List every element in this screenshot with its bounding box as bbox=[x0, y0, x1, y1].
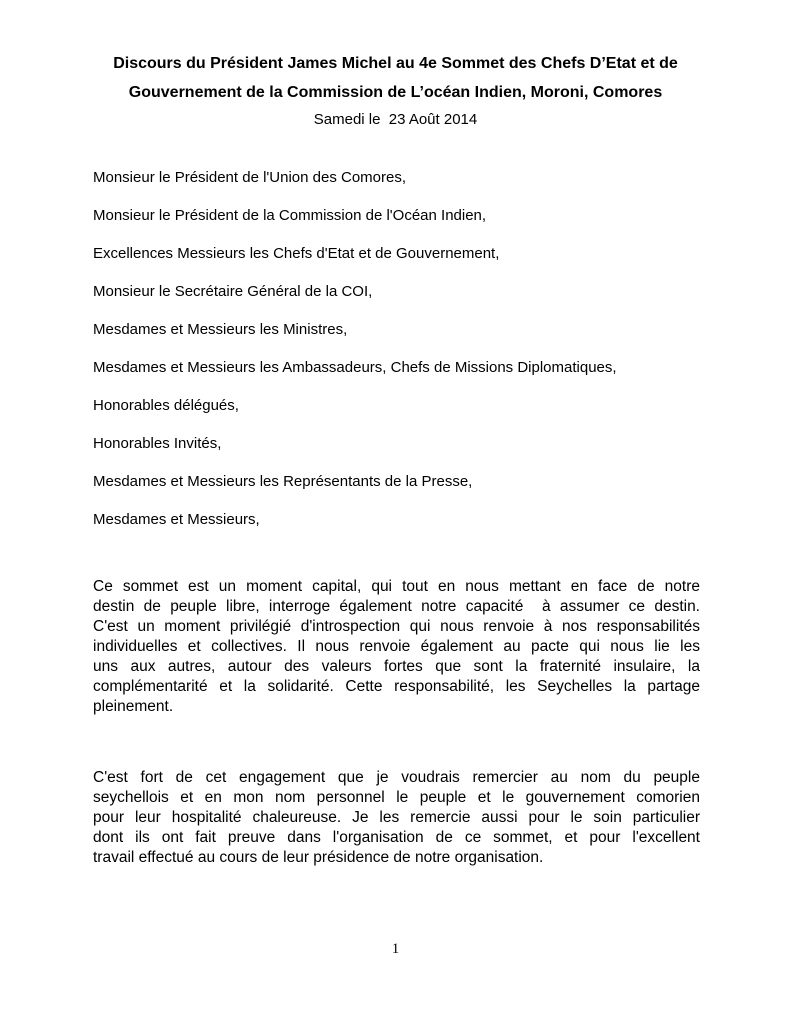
salutation-line: Excellences Messieurs les Chefs d'Etat et de Gouvernement, bbox=[93, 245, 500, 262]
paragraph-2-line: dont ils ont fait preuve dans l'organisation de ce sommet, et pour l'excellent bbox=[93, 829, 700, 846]
salutation-line: Monsieur le Président de l'Union des Comores, bbox=[93, 169, 407, 186]
paragraph-1-line: uns aux autres, autour des valeurs fortes que sont la fraternité insulaire, la bbox=[93, 658, 700, 675]
paragraph-2 bbox=[93, 768, 700, 868]
title-line-1: Discours du Président James Michel au 4e Sommet des Chefs D’Etat et de bbox=[113, 55, 678, 72]
paragraph-1-line: Ce sommet est un moment capital, qui tout en nous mettant en face de notre bbox=[93, 578, 700, 595]
paragraph-1-line: pleinement. bbox=[93, 698, 174, 715]
salutation-line: Mesdames et Messieurs les Ambassadeurs, Chefs de Missions Diplomatiques, bbox=[93, 359, 617, 376]
paragraph-2-line: travail effectué au cours de leur présidence de notre organisation. bbox=[93, 849, 544, 866]
paragraph-2-line: seychellois et en mon nom personnel le peuple et le gouvernement comorien bbox=[93, 789, 700, 806]
paragraph-1-line: complémentarité et la solidarité. Cette responsabilité, les Seychelles la partage bbox=[93, 678, 700, 695]
document-title bbox=[92, 49, 699, 107]
paragraph-2-line: C'est fort de cet engagement que je voudrais remercier au nom du peuple bbox=[93, 769, 700, 786]
paragraph-1 bbox=[93, 577, 700, 717]
paragraph-1-line: destin de peuple libre, interroge également notre capacité à assumer ce destin. bbox=[93, 598, 700, 615]
salutation-line: Honorables Invités, bbox=[93, 435, 222, 452]
salutations-list bbox=[93, 170, 753, 550]
salutation-line: Mesdames et Messieurs les Ministres, bbox=[93, 321, 348, 338]
document-date: Samedi le 23 Août 2014 bbox=[313, 111, 478, 128]
salutation-line: Honorables délégués, bbox=[93, 397, 239, 414]
page-number: 1 bbox=[391, 941, 400, 957]
paragraph-1-line: C'est un moment privilégié d'introspection qui nous renvoie à nos responsabilités bbox=[93, 618, 700, 635]
paragraph-2-line: pour leur hospitalité chaleureuse. Je les remercie aussi pour le soin particulier bbox=[93, 809, 700, 826]
salutation-line: Mesdames et Messieurs les Représentants de la Presse, bbox=[93, 473, 473, 490]
salutation-line: Monsieur le Président de la Commission de l'Océan Indien, bbox=[93, 207, 487, 224]
paragraph-1-line: individuelles et collectives. Il nous renvoie également au pacte qui nous lie les bbox=[93, 638, 700, 655]
title-line-2: Gouvernement de la Commission de L’océan Indien, Moroni, Comores bbox=[128, 84, 663, 101]
salutation-line: Mesdames et Messieurs, bbox=[93, 511, 260, 528]
salutation-line: Monsieur le Secrétaire Général de la COI, bbox=[93, 283, 373, 300]
